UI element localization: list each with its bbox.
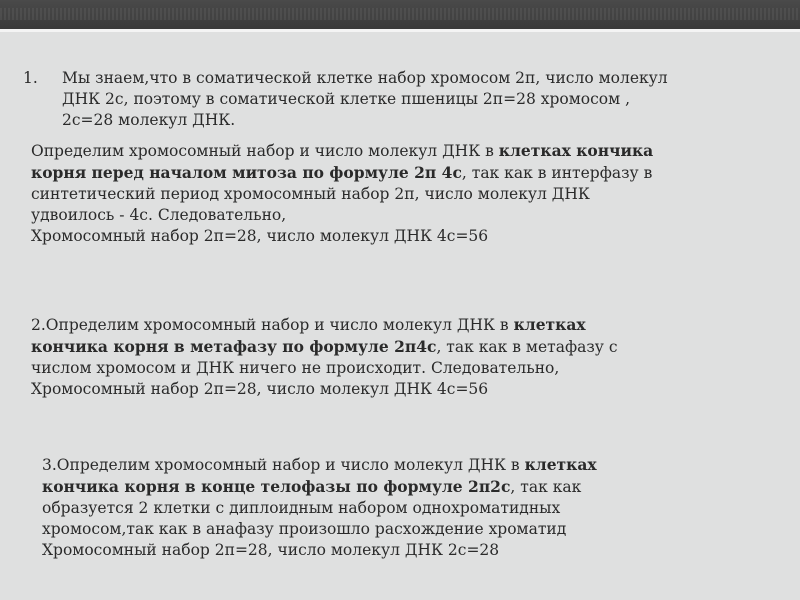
bold-run: клетках кончика	[498, 141, 654, 160]
list-number: 1.	[23, 69, 38, 87]
text-line	[31, 140, 771, 162]
text-line: синтетический период хромосомный набор 2п, число молекул ДНК	[31, 185, 590, 203]
text-line	[31, 162, 771, 184]
text-line: образуется 2 клетки с диплоидным набором однохроматидных	[42, 499, 561, 517]
bold-run: клетках	[524, 455, 597, 474]
text-line: удвоилось - 4с. Следовательно,	[31, 206, 287, 224]
text-line: 2с=28 молекул ДНК.	[62, 111, 236, 129]
text-run: , так как в метафазу с	[436, 338, 618, 356]
text-line: Хромосомный набор 2п=28, число молекул ДНК 4с=56	[31, 380, 489, 398]
text-run: 3.Определим хромосомный набор и число молекул ДНК в	[42, 456, 525, 474]
bold-run: корня перед началом митоза по формуле 2п 4с	[31, 163, 462, 182]
text-line: Мы знаем,что в соматической клетке набор хромосом 2п, число молекул	[62, 69, 668, 87]
bold-run: клетках	[513, 315, 586, 334]
bold-run: кончика корня в метафазу по формуле 2п4с	[31, 337, 437, 356]
header-divider	[0, 29, 800, 32]
text-line: числом хромосом и ДНК ничего не происходит. Следовательно,	[31, 359, 560, 377]
text-line	[42, 454, 762, 476]
text-line: Хромосомный набор 2п=28, число молекул ДНК 4с=56	[31, 227, 489, 245]
text-line: Хромосомный набор 2п=28, число молекул ДНК 2с=28	[42, 541, 500, 559]
text-line: ДНК 2с, поэтому в соматической клетке пшеницы 2п=28 хромосом ,	[62, 90, 631, 108]
paragraph-prophase	[31, 140, 771, 247]
paragraph-telophase	[42, 454, 762, 561]
text-line	[31, 336, 771, 358]
text-run: 2.Определим хромосомный набор и число молекул ДНК в	[31, 316, 514, 334]
text-line	[42, 476, 762, 498]
slide-header-bar	[0, 0, 800, 29]
text-run: Определим хромосомный набор и число молекул ДНК в	[31, 142, 499, 160]
text-run: , так как	[510, 478, 582, 496]
text-run: , так как в интерфазу в	[461, 164, 653, 182]
bold-run: кончика корня в конце телофазы по формуле 2п2с	[42, 477, 511, 496]
paragraph-metaphase	[31, 314, 771, 400]
text-line	[31, 314, 771, 336]
header-texture	[0, 8, 800, 20]
text-line: хромосом,так как в анафазу произошло расхождение хроматид	[42, 520, 567, 538]
list-item-1	[62, 68, 782, 131]
